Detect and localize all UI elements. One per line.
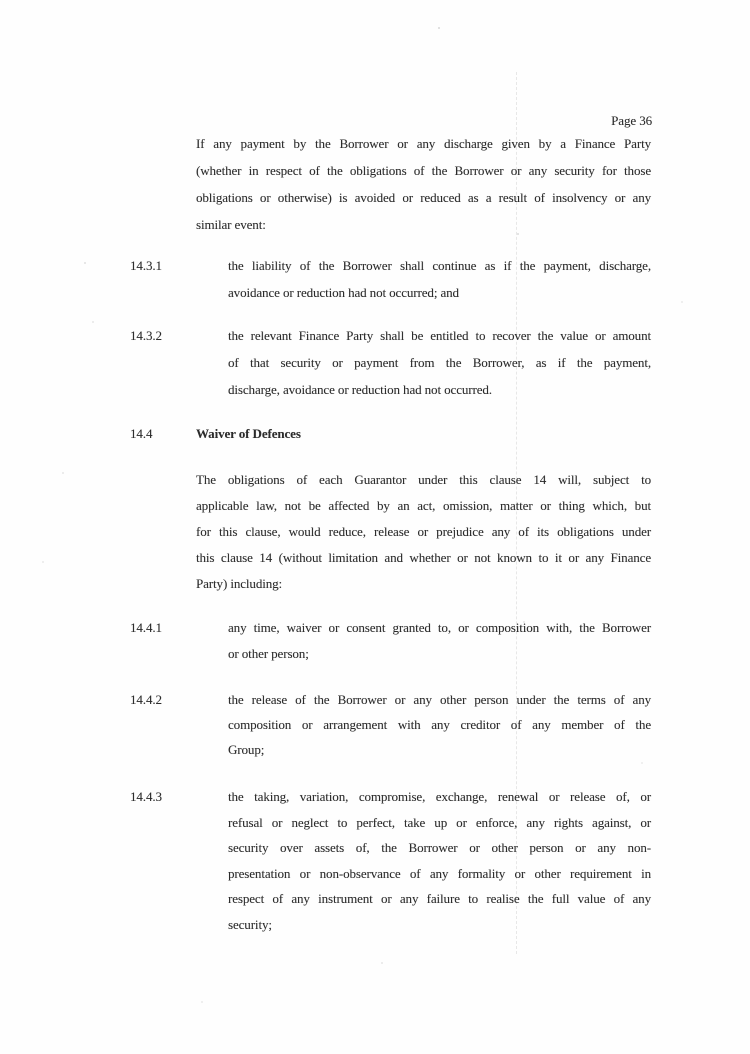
text-line: any time, waiver or consent granted to, or composition with, the Borrower: [228, 620, 651, 635]
text-line: the release of the Borrower or any other person under the terms of any: [228, 692, 651, 707]
intro-paragraph: [196, 130, 651, 238]
text-line: for this clause, would reduce, release or prejudice any of its obligations under: [196, 524, 651, 539]
text-line: or other person;: [228, 646, 309, 661]
text-line: the taking, variation, compromise, exchange, renewal or release of, or: [228, 789, 651, 804]
text-line: presentation or non-observance of any formality or other requirement in: [228, 865, 651, 881]
clause-number: 14.4: [130, 426, 153, 441]
clause-body: [228, 322, 651, 403]
text-line: this clause 14 (without limitation and whether or not known to it or any Finance: [196, 550, 651, 565]
page-number: Page 36: [611, 113, 652, 128]
clause-number: 14.4.3: [130, 789, 162, 804]
text-line: similar event:: [196, 217, 266, 232]
clause-body: [228, 615, 651, 667]
scan-specks: [0, 0, 2, 2]
clause-body: [228, 784, 651, 937]
text-line: respect of any instrument or any failure to realise the full value of any: [228, 891, 651, 906]
text-line: Group;: [228, 742, 265, 757]
text-line: If any payment by the Borrower or any discharge given by a Finance Party: [196, 136, 651, 151]
text-line: composition or arrangement with any creditor of any member of the: [228, 717, 651, 732]
clause-body: [228, 687, 651, 762]
text-line: discharge, avoidance or reduction had not occurred.: [228, 382, 492, 397]
text-line: security over assets of, the Borrower or other person or any non-: [228, 840, 651, 855]
clause-number: 14.4.2: [130, 692, 162, 707]
text-line: security;: [228, 916, 272, 932]
text-line: applicable law, not be affected by an act, omission, matter or thing which, but: [196, 498, 651, 513]
text-line: the liability of the Borrower shall continue as if the payment, discharge,: [228, 258, 651, 273]
section-heading: Waiver of Defences: [196, 426, 301, 441]
text-line: obligations or otherwise) is avoided or reduced as a result of insolvency or any: [196, 190, 651, 205]
text-line: the relevant Finance Party shall be entitled to recover the value or amount: [228, 328, 651, 343]
text-line: (whether in respect of the obligations of the Borrower or any security for those: [196, 163, 651, 178]
text-line: avoidance or reduction had not occurred; and: [228, 285, 459, 300]
text-line: of that security or payment from the Borrower, as if the payment,: [228, 355, 651, 370]
clause-body: [228, 252, 651, 306]
clause-number: 14.3.1: [130, 258, 162, 273]
text-line: refusal or neglect to perfect, take up or enforce, any rights against, or: [228, 814, 651, 830]
clause-number: 14.3.2: [130, 328, 162, 343]
text-line: Party) including:: [196, 576, 283, 591]
clause-14-4-paragraph: [196, 467, 651, 597]
clause-number: 14.4.1: [130, 620, 162, 635]
text-line: The obligations of each Guarantor under this clause 14 will, subject to: [196, 472, 651, 487]
